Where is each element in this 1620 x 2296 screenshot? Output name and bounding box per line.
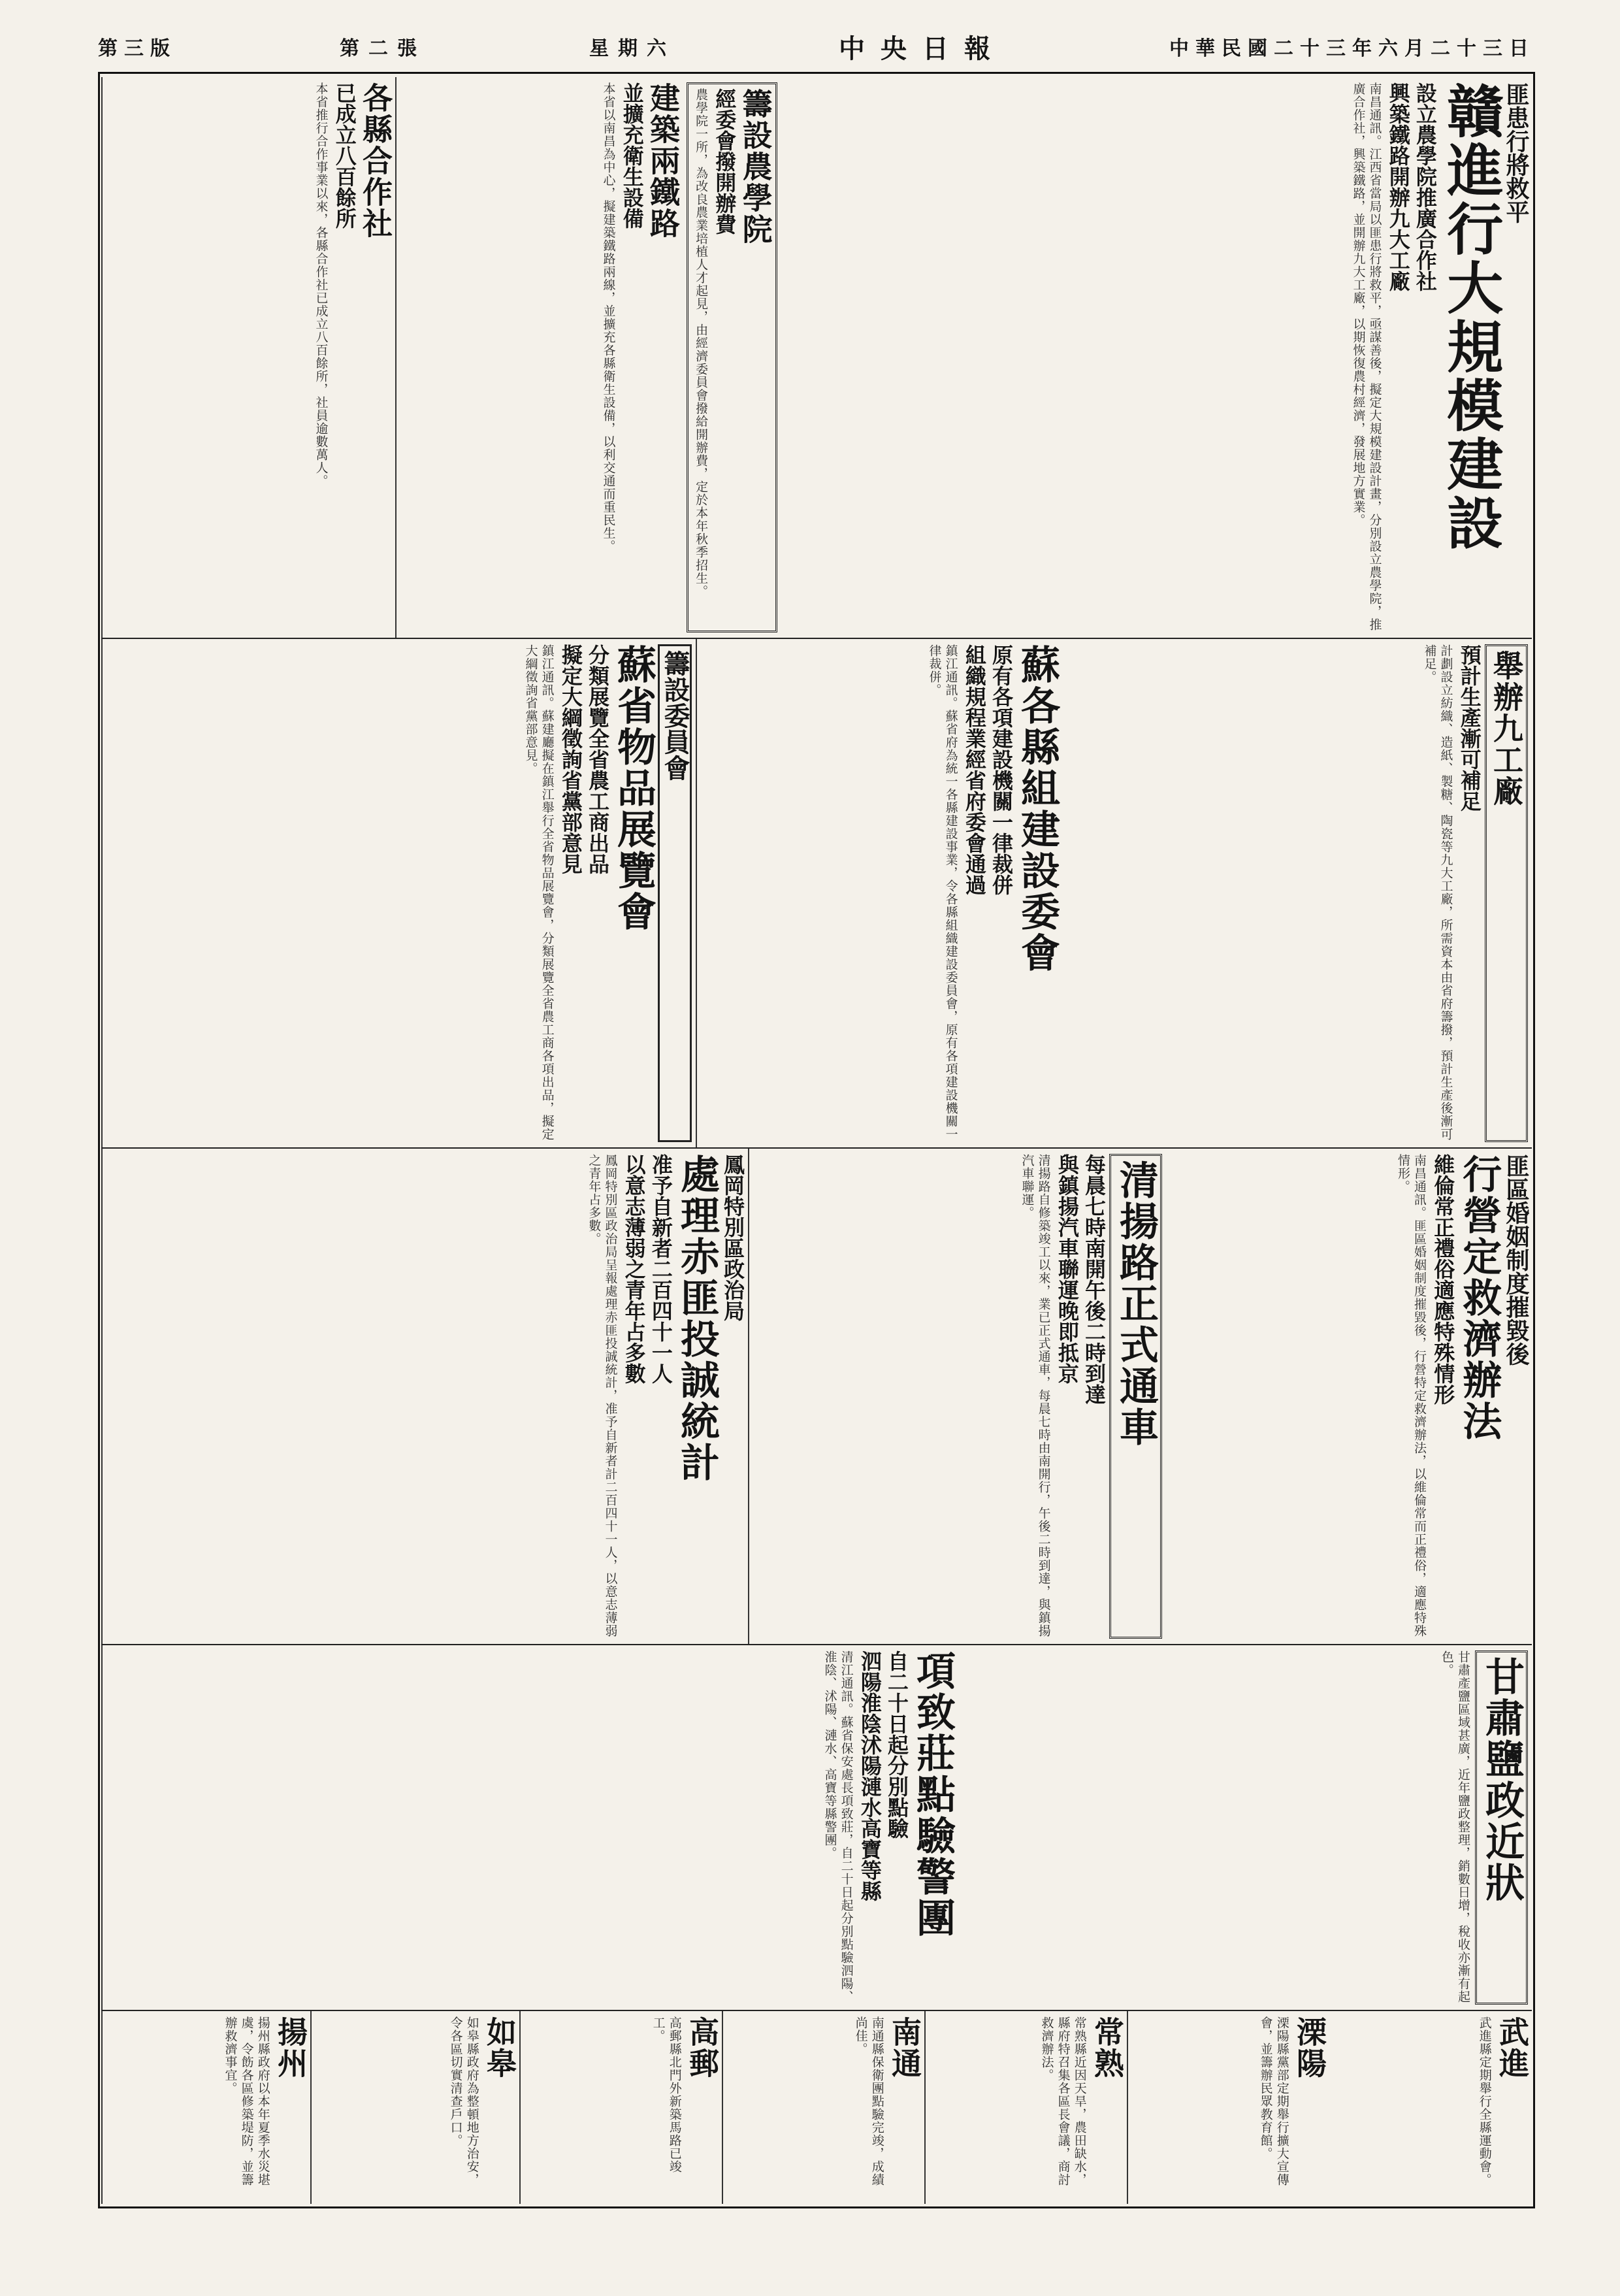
local-news-yangzhou [101, 2011, 310, 2204]
subheadline: 自二十日起分別點驗 [884, 1650, 909, 1839]
weekday: 星期六 [589, 37, 675, 60]
row-second [101, 639, 1532, 1149]
subheadline: 設立農學院推廣合作社 [1412, 82, 1438, 291]
subheadline: 興築鐵路開辦九大工廠 [1385, 82, 1411, 291]
kicker: 匪患行將救平 [1502, 82, 1530, 223]
headline: 項致莊點驗警團 [910, 1650, 956, 1939]
headline: 揚州 [273, 2016, 308, 2079]
kicker: 匪區婚姻制度摧毀後 [1502, 1154, 1530, 1366]
headline: 溧陽 [1292, 2016, 1327, 2079]
subheadline: 准予自新者二百四十一人 [648, 1154, 673, 1384]
article-railways [395, 77, 683, 638]
local-news-gaoyou [519, 2011, 722, 2204]
article-body: 武進縣定期舉行全縣運動會。 [1477, 2016, 1492, 2186]
subheadline: 維倫常正禮俗適應特殊情形 [1431, 1154, 1456, 1405]
subheadline: 泗陽淮陰沭陽漣水高寶等縣 [857, 1650, 883, 1901]
headline: 武進 [1495, 2016, 1530, 2079]
article-body: 鎮江通訊。蘇建廳擬在鎮江舉行全省物品展覽會，分類展覽全省農工商各項出品，擬定大綱徵詢省黨部意見。 [523, 644, 555, 1141]
local-news-wujin [1329, 2011, 1532, 2204]
headline: 高郵 [685, 2016, 720, 2079]
article-cooperatives [101, 77, 395, 638]
article-exhibition [101, 639, 696, 1147]
headline: 處理赤匪投誠統計 [673, 1154, 720, 1483]
subheadline: 已成立八百餘所 [332, 82, 357, 229]
article-body: 本省以南昌為中心，擬建築鐵路兩線，並擴充各縣衛生設備，以利交通而重民生。 [601, 82, 616, 553]
article-gansu-salt [957, 1645, 1532, 2010]
row-top [101, 77, 1532, 639]
headline: 贛進行大規模建設 [1437, 82, 1504, 553]
newspaper-title: 中央日報 [839, 33, 1006, 64]
local-news-liyang [1127, 2011, 1329, 2204]
headline: 各縣合作社 [358, 82, 393, 239]
headline: 蘇省物品展覽會 [611, 644, 656, 932]
article-militia-inspection [101, 1645, 957, 2010]
masthead [98, 26, 1535, 67]
article-body: 南昌通訊。江西省當局以匪患行將救平，亟謀善後，擬定大規模建設計畫，分別設立農學院，推廣合作社，興築鐵路，並開辦九大工廠，以期恢復農村經濟，發展地方實業。 [1351, 82, 1382, 631]
article-body: 清江通訊。蘇省保安處長項致莊，自二十日起分別點驗泗陽、淮陰、沭陽、漣水、高寶等縣警團。 [822, 1650, 854, 2003]
kicker: 籌設委員會 [658, 644, 692, 1142]
issue-date: 中華民國二十三年六月二十三日 [1169, 37, 1535, 60]
subheadline: 組織規程業經省府委會通過 [962, 644, 987, 895]
article-body: 南昌通訊。匪區婚姻制度摧毀後，行營特定救濟辦法，以維倫常而正禮俗，適應特殊情形。 [1395, 1154, 1427, 1637]
article-jiangxi-construction [683, 77, 1532, 638]
subheadline: 與鎮揚汽車聯運晚即抵京 [1054, 1154, 1080, 1384]
article-body: 如皋縣政府為整頓地方治安，令各區切實清查戶口。 [448, 2016, 479, 2186]
row-third [101, 1149, 1532, 1645]
sheet-number: 第二張 [340, 37, 426, 60]
article-body: 計劃設立紡織、造紙、製糖、陶瓷等九大工廠，所需資本由省府籌撥，預計生產後漸可補足。 [1422, 644, 1453, 1141]
headline: 籌設農學院 [737, 88, 773, 245]
subheadline: 經委會撥開辦費 [712, 88, 737, 235]
article-body: 本省推行合作事業以來，各縣合作社已成立八百餘所，社員逾數萬人。 [314, 82, 329, 487]
headline: 甘肅鹽政近狀 [1475, 1650, 1528, 2005]
headline: 清揚路正式通車 [1109, 1154, 1162, 1639]
subheadline: 分類展覽全省農工商出品 [585, 644, 610, 874]
local-news-changshu [924, 2011, 1127, 2204]
article-qingyang-road [748, 1149, 1166, 1644]
article-body: 鳳岡特別區政治局呈報處理赤匪投誠統計，准予自新者計二百四十一人，以意志薄弱之青年占多數。 [587, 1154, 618, 1637]
article-body: 高郵縣北門外新築馬路已竣工。 [651, 2016, 682, 2173]
article-county-construction-committee [696, 639, 1061, 1147]
article-body: 常熟縣近因天旱，農田缺水，縣府特召集各區長會議，商討救濟辦法。 [1039, 2016, 1087, 2186]
headline: 南通 [887, 2016, 922, 2079]
subheadline: 預計生產漸可補足 [1457, 644, 1482, 812]
article-agri-college [687, 82, 777, 632]
headline: 舉辦九工廠 [1485, 644, 1528, 1142]
subheadline: 每晨七時南開午後二時到達 [1082, 1154, 1107, 1405]
subheadline: 原有各項建設機關一律裁併 [989, 644, 1014, 895]
article-body: 南通縣保衛團點驗完竣，成績尚佳。 [853, 2016, 884, 2186]
row-local-news [101, 2011, 1532, 2204]
article-body: 溧陽縣黨部定期舉行擴大宣傳會，並籌辦民眾教育館。 [1258, 2016, 1289, 2186]
headline: 如皋 [482, 2016, 517, 2079]
headline: 常熟 [1090, 2016, 1125, 2079]
local-news-rugao [310, 2011, 519, 2204]
headline: 蘇各縣組建設委會 [1014, 644, 1060, 974]
article-body: 清揚路自修築竣工以來，業已正式通車，每晨七時由南開行，午後二時到達，與鎮揚汽車聯運。 [1020, 1154, 1051, 1637]
article-surrender-statistics [101, 1149, 748, 1644]
page-grid [101, 77, 1532, 2204]
article-body: 甘肅產鹽區域甚廣，近年鹽政整理，銷數日增，稅收亦漸有起色。 [1439, 1650, 1470, 2003]
kicker: 鳳岡特別區政治局 [721, 1154, 745, 1321]
article-body: 農學院一所，為改良農業培植人才起見，由經濟委員會撥給開辦費，定於本年秋季招生。 [694, 88, 709, 598]
headline: 行營定救濟辦法 [1456, 1154, 1502, 1442]
headline: 建築兩鐵路 [645, 82, 681, 239]
article-factories [1061, 639, 1532, 1147]
subheadline: 以意志薄弱之青年占多數 [621, 1154, 647, 1384]
local-news-nantong [722, 2011, 924, 2204]
article-body: 揚州縣政府以本年夏季水災堪虞，令飭各區修築堤防，並籌辦救濟事宜。 [223, 2016, 270, 2186]
article-body: 鎮江通訊。蘇省府為統一各縣建設事業，令各縣組織建設委員會，原有各項建設機關一律裁併。 [927, 644, 958, 1141]
article-marriage-relief [1166, 1149, 1532, 1644]
subheadline: 擬定大綱徵詢省黨部意見 [558, 644, 583, 874]
page-number: 第三版 [98, 37, 176, 60]
subheadline: 並擴充衛生設備 [619, 82, 645, 229]
row-fourth [101, 1645, 1532, 2011]
